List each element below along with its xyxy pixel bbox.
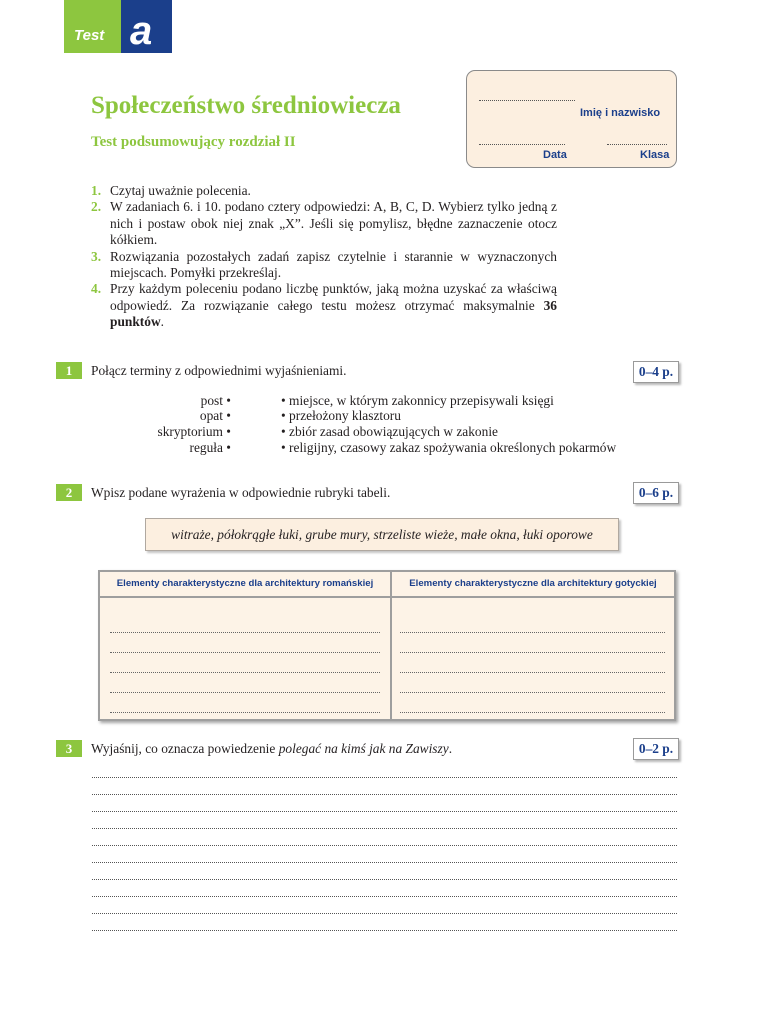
explanation-item[interactable]: • religijny, czasowy zakaz spożywania określonych pokarmów <box>281 440 617 455</box>
gothic-answer-line[interactable] <box>400 672 665 673</box>
date-label: Data <box>543 149 567 161</box>
instruction-number: 4. <box>91 281 102 297</box>
instruction-number: 2. <box>91 199 102 215</box>
instruction-item <box>91 249 557 282</box>
instruction-item <box>91 183 557 199</box>
instruction-text: Czytaj uważnie polecenia. <box>110 183 251 198</box>
answer-line[interactable] <box>92 913 677 914</box>
romanesque-answer-line[interactable] <box>110 652 380 653</box>
version-letter: a <box>130 9 153 53</box>
points-badge: 0–4 p. <box>633 361 679 383</box>
romanesque-column-header: Elementy charakterystyczne dla architektury romańskiej <box>116 578 374 589</box>
gothic-answer-line[interactable] <box>400 652 665 653</box>
instructions-list <box>91 183 557 331</box>
gothic-column-header: Elementy charakterystyczne dla architektury gotyckiej <box>409 578 657 589</box>
task-number: 2 <box>56 484 82 501</box>
instruction-text: W zadaniach 6. i 10. podano cztery odpowiedzi: A, B, C, D. Wybierz tylko jedną z nich i postaw obok niej znak „X”. Jeśli się pomylisz, błędne zaznaczenie otocz kółkiem. <box>110 199 557 248</box>
class-label: Klasa <box>640 149 670 161</box>
term-item[interactable]: post • <box>200 393 231 408</box>
date-dotted-line[interactable] <box>479 144 565 145</box>
instruction-number: 1. <box>91 183 102 198</box>
term-item[interactable]: reguła • <box>189 440 231 455</box>
task-prompt-text: Wyjaśnij, co oznacza powiedzenie <box>91 741 279 756</box>
answer-line[interactable] <box>92 777 677 778</box>
romanesque-answer-line[interactable] <box>110 712 380 713</box>
points-badge: 0–6 p. <box>633 482 679 504</box>
task-prompt: Wpisz podane wyrażenia w odpowiednie rubryki tabeli. <box>91 485 391 500</box>
gothic-answer-line[interactable] <box>400 712 665 713</box>
architecture-table <box>98 570 676 721</box>
test-tab-label: Test <box>74 27 105 44</box>
version-tab <box>121 0 172 53</box>
task-number: 3 <box>56 740 82 757</box>
page-subtitle: Test podsumowujący rozdział II <box>91 134 296 150</box>
explanation-item[interactable]: • zbiór zasad obowiązujących w zakonie <box>281 424 498 439</box>
table-divider <box>390 572 392 719</box>
instruction-text: Rozwiązania pozostałych zadań zapisz czytelnie i starannie w wyznaczonych miejscach. Pomyłki przekreślaj. <box>110 248 557 281</box>
gothic-answer-line[interactable] <box>400 632 665 633</box>
task-prompt-end: . <box>448 741 453 756</box>
gothic-answer-line[interactable] <box>400 692 665 693</box>
task-prompt <box>91 741 452 757</box>
explanation-item[interactable]: • miejsce, w którym zakonnicy przepisywali księgi <box>281 393 554 408</box>
instruction-number: 3. <box>91 248 102 264</box>
saying-text: polegać na kimś jak na Zawiszy <box>278 741 449 756</box>
answer-line[interactable] <box>92 862 677 863</box>
instruction-text-end: . <box>160 314 164 330</box>
task-prompt: Połącz terminy z odpowiednimi wyjaśnieniami. <box>91 363 347 378</box>
answer-line[interactable] <box>92 879 677 880</box>
task-number: 1 <box>56 362 82 379</box>
romanesque-answer-line[interactable] <box>110 672 380 673</box>
answer-line[interactable] <box>92 811 677 812</box>
explanation-item[interactable]: • przełożony klasztoru <box>281 408 401 423</box>
name-dotted-line[interactable] <box>479 100 575 101</box>
answer-line[interactable] <box>92 930 677 931</box>
term-item[interactable]: opat • <box>199 408 231 423</box>
instruction-text: Przy każdym poleceniu podano liczbę punktów, jaką można uzyskać za właściwą odpowiedź. Za rozwiązanie całego testu możesz otrzymać maksymalnie <box>110 281 557 313</box>
instruction-item <box>91 199 557 248</box>
table-divider <box>100 596 674 598</box>
student-info-box <box>466 70 677 168</box>
answer-line[interactable] <box>92 845 677 846</box>
term-item[interactable]: skryptorium • <box>157 424 231 439</box>
name-label: Imię i nazwisko <box>580 107 661 119</box>
answer-line[interactable] <box>92 896 677 897</box>
points-badge: 0–2 p. <box>633 738 679 760</box>
test-tab <box>64 0 121 53</box>
romanesque-answer-line[interactable] <box>110 692 380 693</box>
romanesque-answer-line[interactable] <box>110 632 380 633</box>
class-dotted-line[interactable] <box>607 144 667 145</box>
word-bank: witraże, półokrągłe łuki, grube mury, strzeliste wieże, małe okna, łuki oporowe <box>145 518 619 551</box>
max-points-text: 36 punktów <box>110 297 557 330</box>
answer-line[interactable] <box>92 794 677 795</box>
instruction-item <box>91 281 557 330</box>
answer-line[interactable] <box>92 828 677 829</box>
page-title: Społeczeństwo średniowiecza <box>91 92 401 119</box>
